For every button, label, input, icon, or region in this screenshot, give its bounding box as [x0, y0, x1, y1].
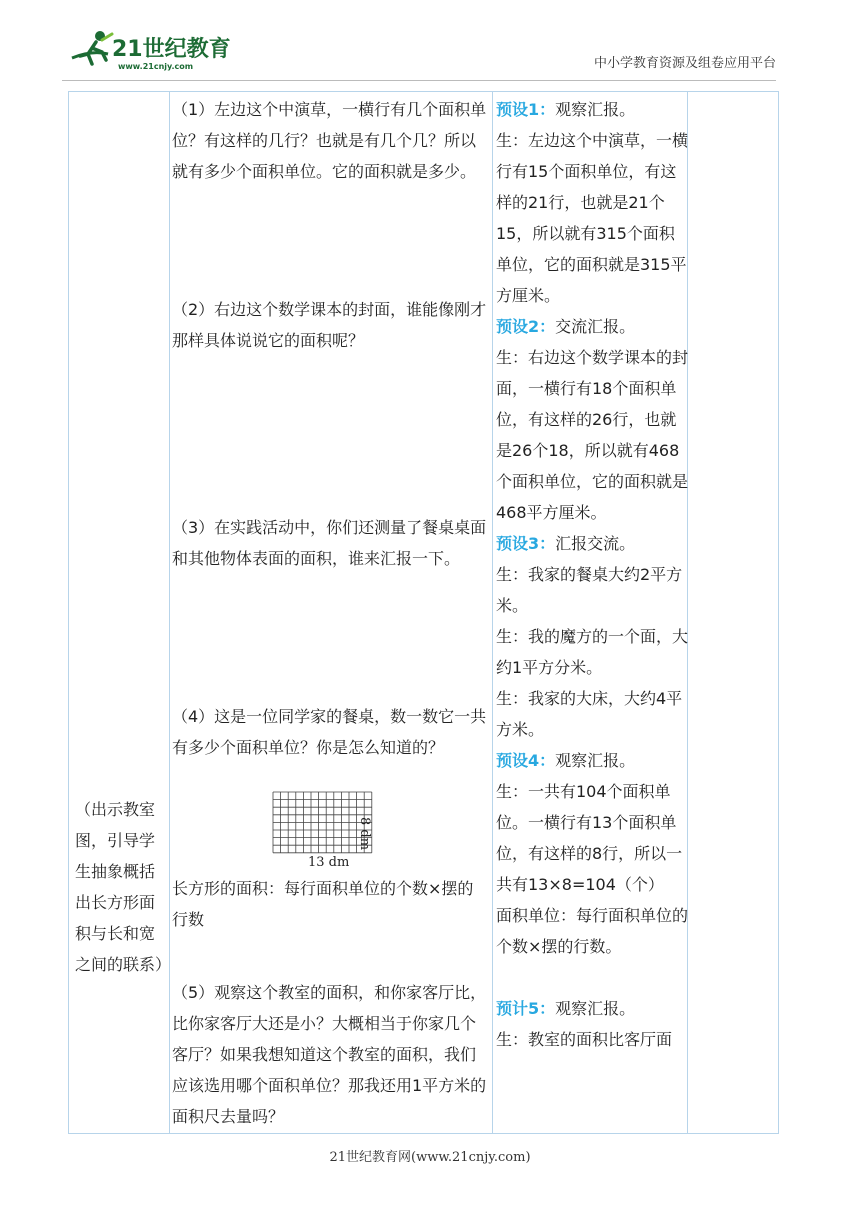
figure-width-label: 13 dm — [308, 855, 350, 870]
area-formula: 长方形的面积：每行面积单位的个数×摆的行数 — [172, 879, 474, 929]
preset-1-body: 生：左边这个中演草，一横行有15个面积单位，有这样的21行，也就是21个15，所以就有315个面积单位，它的面积就是315平方厘米。 — [496, 131, 689, 305]
header-divider — [62, 80, 776, 81]
page-footer: 21世纪教育网(www.21cnjy.com) — [329, 1150, 531, 1165]
preset-2-body: 生：右边这个数学课本的封面，一横行有18个面积单位，有这样的26行，也就是26个18，所以就有468个面积单位，它的面积就是468平方厘米。 — [496, 348, 689, 522]
preset-4-tag: 预设4： — [496, 751, 556, 770]
preset-4-body: 生：一共有104个面积单位。一横行有13个面积单位，有这样的8行，所以一共有13×8=104（个） — [496, 782, 683, 894]
figure-height-label: 8 dm — [357, 817, 372, 851]
logo-text: 21世纪教育 — [112, 37, 231, 62]
preset-answers — [496, 94, 688, 1055]
preset-5-tag: 预计5： — [496, 999, 556, 1018]
preset-4-formula: 面积单位：每行面积单位的个数×摆的行数。 — [496, 906, 689, 956]
design-intent-note: （出示教室图，引导学生抽象概括出长方形面积与长和宽之间的联系） — [75, 800, 172, 974]
question-2: （2）右边这个数学课本的封面，谁能像刚才那样具体说说它的面积呢？ — [172, 300, 487, 350]
preset-2-tag: 预设2： — [496, 317, 556, 336]
preset-3-title: 汇报交流。 — [555, 534, 636, 553]
preset-4-title: 观察汇报。 — [555, 751, 636, 770]
preset-5-title: 观察汇报。 — [555, 999, 636, 1018]
preset-1-tag: 预设1： — [496, 100, 556, 119]
preset-3-tag: 预设3： — [496, 534, 556, 553]
preset-3-body-1: 生：我家的餐桌大约2平方米。 — [496, 565, 683, 615]
question-4: （4）这是一位同学家的餐桌，数一数它一共有多少个面积单位？你是怎么知道的？ — [172, 707, 487, 757]
preset-3-body-2: 生：我的魔方的一个面，大约1平方分米。 — [496, 627, 689, 677]
question-3: （3）在实践活动中，你们还测量了餐桌桌面和其他物体表面的面积，谁来汇报一下。 — [172, 518, 487, 568]
preset-1-title: 观察汇报。 — [555, 100, 636, 119]
column-divider-1 — [169, 91, 170, 1134]
logo-url: www.21cnjy.com — [118, 62, 194, 71]
question-5: （5）观察这个教室的面积，和你家客厅比，比你家客厅大还是小？大概相当于你家几个客厅？如果我想知道这个教室的面积，我们应该选用哪个面积单位？那我还用1平方米的面积尺去量吗？ — [172, 983, 487, 1126]
column-divider-2 — [492, 91, 493, 1134]
preset-3-body-3: 生：我家的大床，大约4平方米。 — [496, 689, 683, 739]
preset-2-title: 交流汇报。 — [555, 317, 636, 336]
platform-title: 中小学教育资源及组卷应用平台 — [593, 56, 776, 71]
preset-5-body: 生：教室的面积比客厅面 — [496, 1030, 673, 1049]
question-1: （1）左边这个中演草，一横行有几个面积单位？有这样的几行？也就是有几个几？所以就有多少个面积单位。它的面积就是多少。 — [172, 100, 487, 181]
